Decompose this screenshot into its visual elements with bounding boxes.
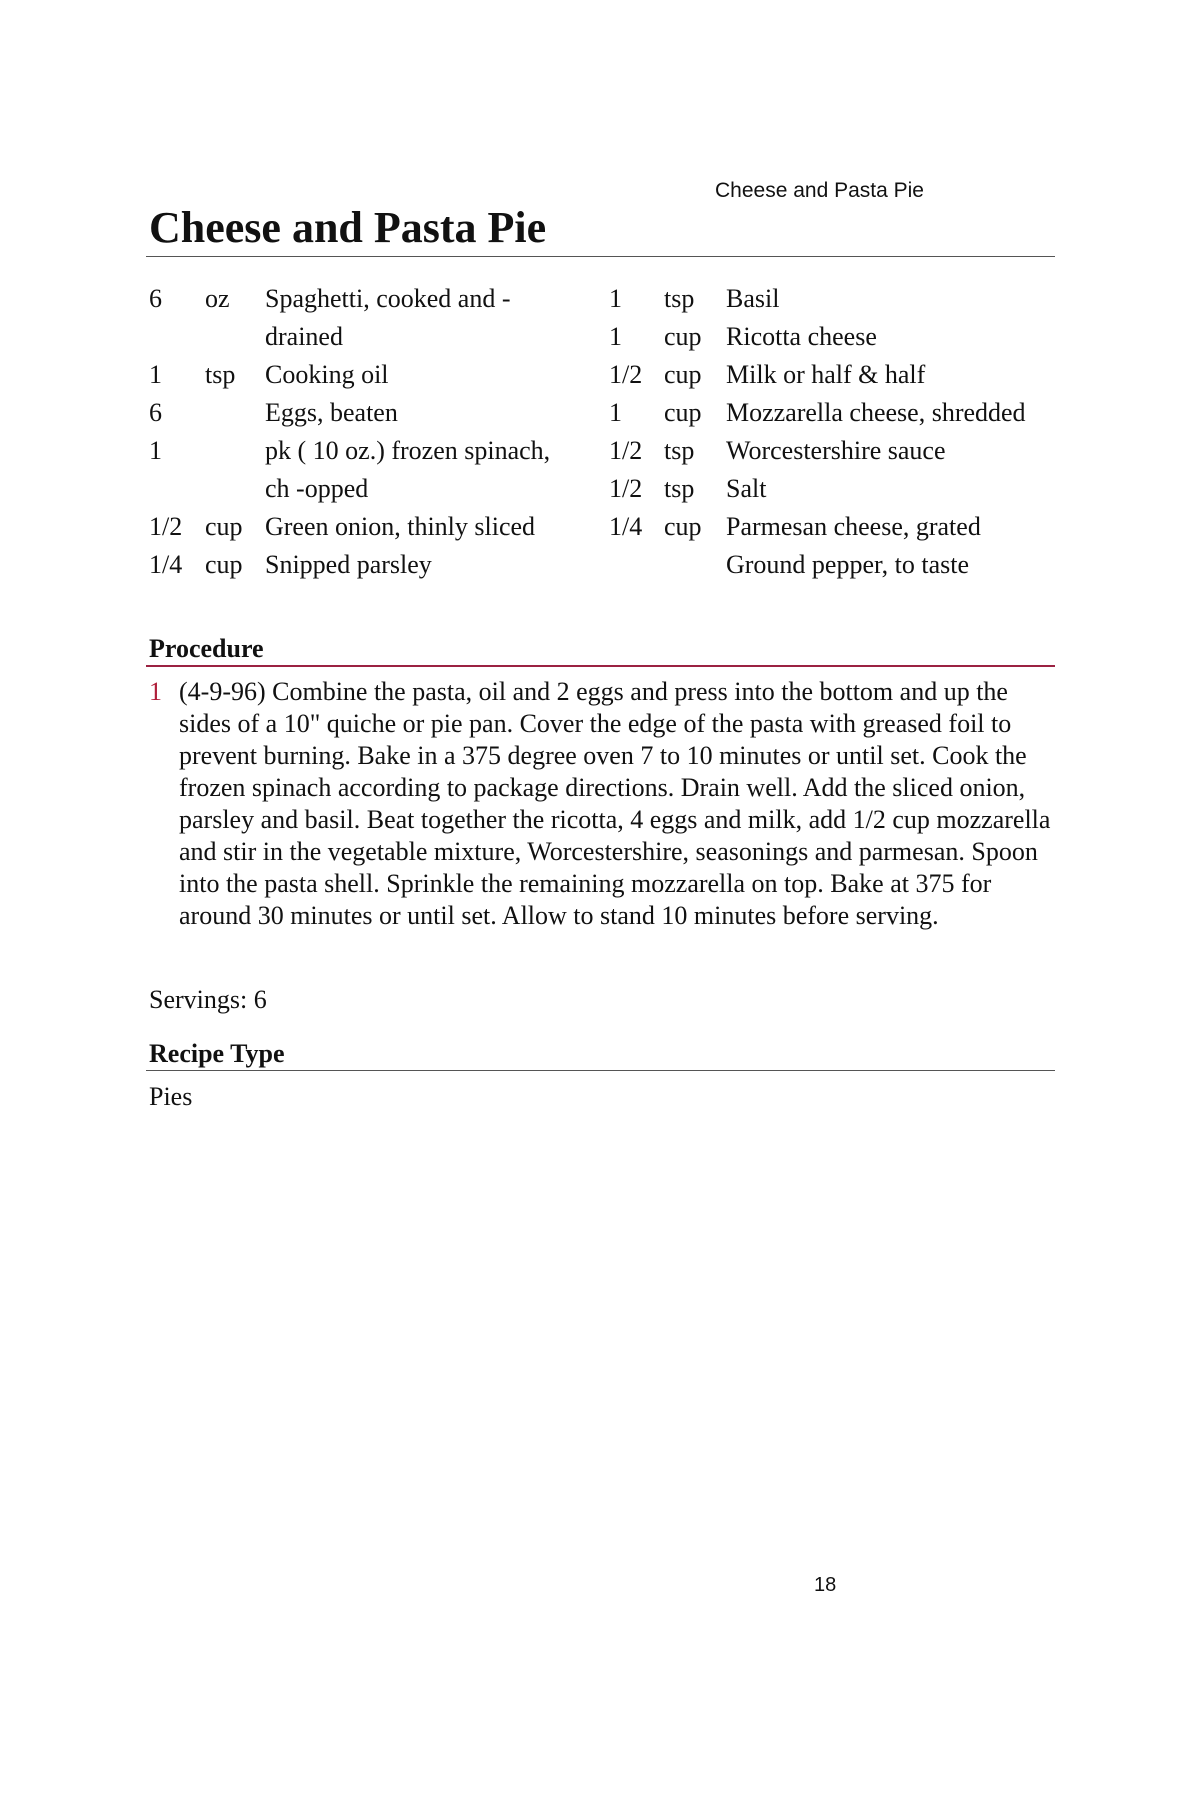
ingredient-quantity: 1/2 bbox=[149, 512, 183, 541]
ingredient-quantity: 1 bbox=[149, 436, 162, 465]
ingredient-name: Spaghetti, cooked and -drained bbox=[265, 284, 511, 351]
ingredient-unit: cup bbox=[664, 360, 702, 389]
ingredient-quantity: 1/4 bbox=[149, 550, 183, 579]
ingredient-unit: cup bbox=[664, 398, 702, 427]
ingredients-left-column bbox=[149, 280, 575, 584]
ingredient-name: Ground pepper, to taste bbox=[726, 550, 970, 579]
ingredient-unit: tsp bbox=[664, 474, 695, 503]
ingredient-row bbox=[609, 394, 1066, 432]
ingredient-unit: cup bbox=[205, 550, 243, 579]
ingredient-row bbox=[149, 546, 575, 584]
ingredient-unit: oz bbox=[205, 284, 230, 313]
procedure-heading: Procedure bbox=[149, 634, 264, 663]
ingredient-row bbox=[149, 356, 575, 394]
ingredient-quantity: 1 bbox=[149, 360, 162, 389]
ingredients-right-column bbox=[609, 280, 1066, 584]
ingredient-quantity: 6 bbox=[149, 398, 162, 427]
ingredient-name: Cooking oil bbox=[265, 360, 389, 389]
ingredient-unit bbox=[205, 432, 265, 508]
ingredient-row bbox=[149, 508, 575, 546]
ingredient-name: Eggs, beaten bbox=[265, 398, 398, 427]
ingredient-row bbox=[609, 508, 1066, 546]
ingredient-name: pk ( 10 oz.) frozen spinach, ch -opped bbox=[265, 436, 551, 503]
ingredient-row bbox=[609, 280, 1066, 318]
ingredient-quantity: 1 bbox=[609, 398, 622, 427]
ingredient-name: Milk or half & half bbox=[726, 360, 926, 389]
recipe-type-divider bbox=[146, 1070, 1055, 1071]
ingredient-unit: tsp bbox=[664, 284, 695, 313]
recipe-type-value: Pies bbox=[149, 1082, 193, 1111]
ingredient-quantity: 1 bbox=[609, 284, 622, 313]
ingredient-unit bbox=[205, 394, 265, 432]
ingredient-name: Worcestershire sauce bbox=[726, 436, 946, 465]
ingredient-row bbox=[609, 318, 1066, 356]
procedure-step bbox=[149, 676, 1055, 932]
ingredient-unit bbox=[664, 546, 726, 584]
procedure-divider bbox=[146, 665, 1055, 667]
step-text: (4-9-96) Combine the pasta, oil and 2 eggs and press into the bottom and up the sides of a 10" quiche or pie pan. Cover the edge of the pasta with greased foil to prevent burning. Bake in a 375 degree oven 7 to 10 minutes or until set. Cook the frozen spinach according to package directions. Drain well. Add the sliced onion, parsley and basil. Beat together the ricotta, 4 eggs and milk, add 1/2 cup mozzarella and stir in the vegetable mixture, Worcestershire, seasonings and parmesan. Spoon into the pasta shell. Sprinkle the remaining mozzarella on top. Bake at 375 for around 30 minutes or until set. Allow to stand 10 minutes before serving. bbox=[179, 677, 1051, 930]
ingredient-name: Mozzarella cheese, shredded bbox=[726, 398, 1026, 427]
ingredient-quantity: 6 bbox=[149, 284, 162, 313]
ingredient-row bbox=[149, 432, 575, 508]
ingredient-quantity: 1/2 bbox=[609, 436, 643, 465]
running-header: Cheese and Pasta Pie bbox=[715, 179, 924, 202]
ingredient-name: Basil bbox=[726, 284, 780, 313]
ingredient-unit: tsp bbox=[205, 360, 236, 389]
ingredient-quantity: 1/2 bbox=[609, 360, 643, 389]
ingredient-row bbox=[149, 280, 575, 356]
ingredient-quantity: 1/4 bbox=[609, 512, 643, 541]
ingredient-row bbox=[609, 546, 1066, 584]
page-number: 18 bbox=[814, 1574, 837, 1596]
ingredient-unit: cup bbox=[664, 322, 702, 351]
ingredient-name: Snipped parsley bbox=[265, 550, 432, 579]
ingredient-name: Parmesan cheese, grated bbox=[726, 512, 981, 541]
ingredient-quantity: 1 bbox=[609, 322, 622, 351]
ingredient-row bbox=[609, 356, 1066, 394]
ingredient-name: Salt bbox=[726, 474, 767, 503]
ingredient-name: Green onion, thinly sliced bbox=[265, 512, 536, 541]
ingredient-row bbox=[609, 432, 1066, 470]
ingredient-quantity: 1/2 bbox=[609, 474, 643, 503]
ingredient-unit: cup bbox=[664, 512, 702, 541]
ingredient-unit: tsp bbox=[664, 436, 695, 465]
recipe-type-heading: Recipe Type bbox=[149, 1039, 285, 1068]
ingredient-row bbox=[609, 470, 1066, 508]
servings: Servings: 6 bbox=[149, 985, 267, 1014]
recipe-title: Cheese and Pasta Pie bbox=[149, 203, 547, 252]
ingredient-row bbox=[149, 394, 575, 432]
title-divider bbox=[146, 256, 1055, 257]
ingredient-name: Ricotta cheese bbox=[726, 322, 877, 351]
ingredient-quantity bbox=[609, 546, 664, 584]
step-number: 1 bbox=[149, 677, 162, 706]
ingredient-unit: cup bbox=[205, 512, 243, 541]
